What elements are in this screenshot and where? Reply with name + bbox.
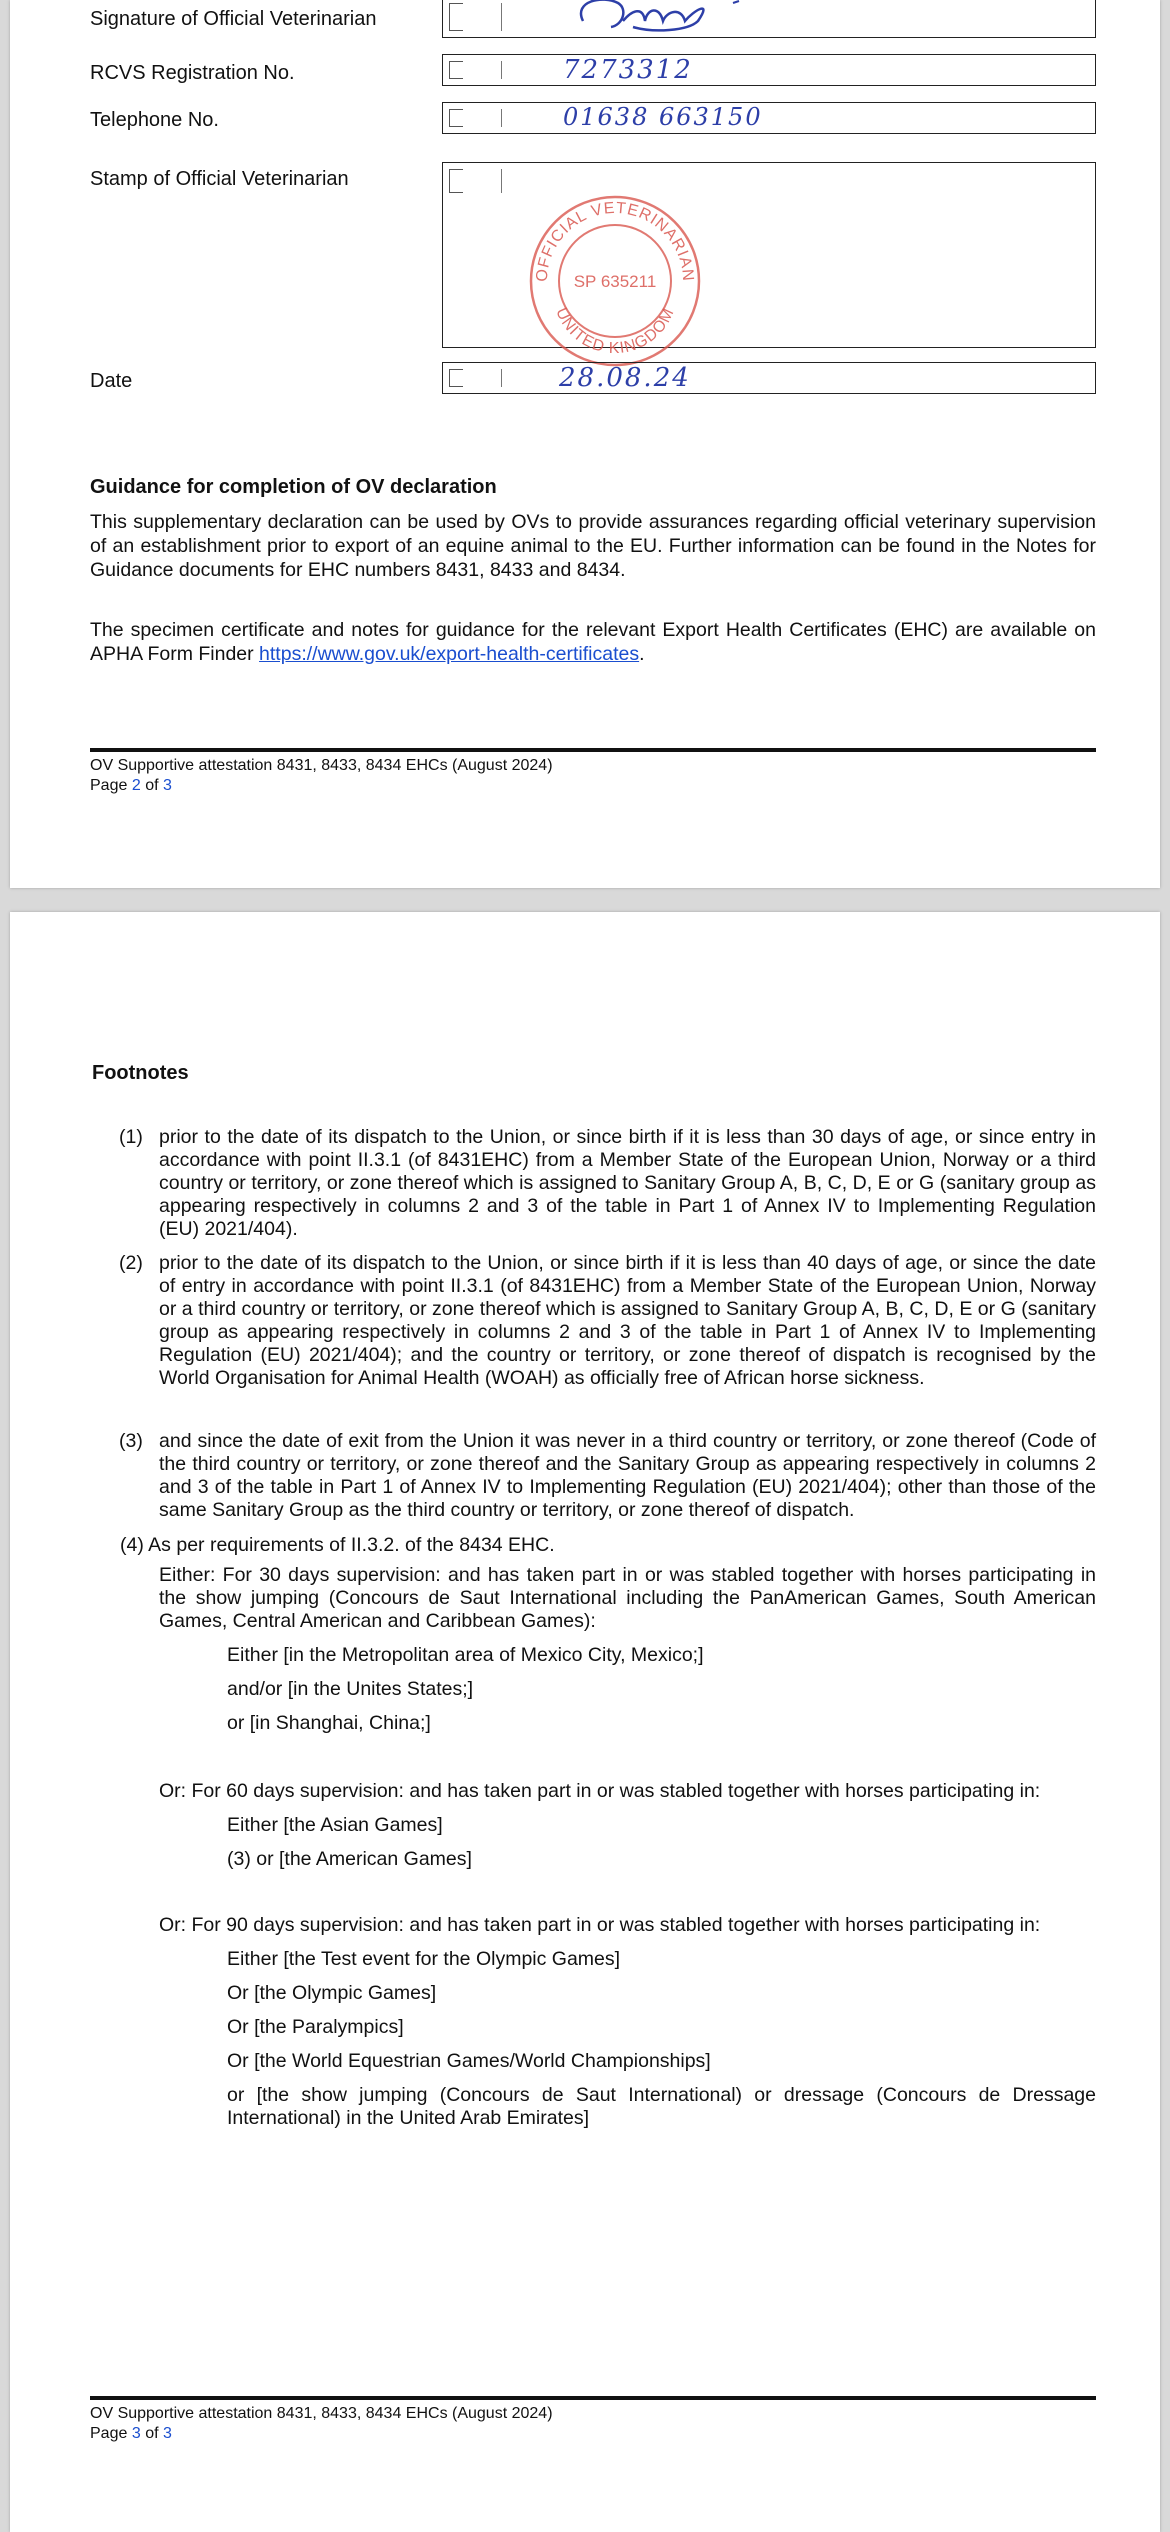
page-footer xyxy=(90,756,553,796)
guidance-paragraph-1: This supplementary declaration can be used by OVs to provide assurances regarding official veterinary supervision of an establishment prior to export of an equine animal to the EU. Further information can be found in the Notes for Guidance documents for EHC numbers 8431, 8433 and 8434. xyxy=(90,511,1096,581)
official-stamp xyxy=(525,191,705,371)
signature-field xyxy=(442,0,1096,38)
footnote-2 xyxy=(119,1252,1096,1390)
document-page-2 xyxy=(10,0,1160,888)
page-number: Page 3 of 3 xyxy=(90,2425,172,2442)
svg-text:OFFICIAL VETERINARIAN: OFFICIAL VETERINARIAN xyxy=(533,199,697,283)
or-60-days: Or: For 60 days supervision: and has taken part in or was stabled together with horses participating in: xyxy=(159,1780,1041,1802)
option-olympic-games: Or [the Olympic Games] xyxy=(227,1982,437,2004)
footer-rule xyxy=(90,748,1096,752)
footer-title: OV Supportive attestation 8431, 8433, 8434 EHCs (August 2024) xyxy=(90,757,553,774)
either-30-days: Either: For 30 days supervision: and has taken part in or was stabled together with horses participating in the show jumping (Concours de Saut International including the PanAmerican Games, South American Games, Central American and Caribbean Games): xyxy=(159,1564,1096,1632)
stamp-field xyxy=(442,162,1096,358)
signature-image xyxy=(563,0,763,41)
footnote-4: (4) As per requirements of II.3.2. of the 8434 EHC. xyxy=(120,1534,555,1556)
signature-label: Signature of Official Veterinarian xyxy=(90,8,377,30)
footnotes-heading: Footnotes xyxy=(92,1062,189,1084)
page-number: Page 2 of 3 xyxy=(90,777,172,794)
date-field xyxy=(442,362,1096,394)
date-label: Date xyxy=(90,370,133,392)
rcvs-value: 7273312 xyxy=(563,55,693,85)
footnote-2-text: prior to the date of its dispatch to the Union, or since birth if it is less than 40 days of age, or since the date of entry in accordance with point II.3.1 (of 8431EHC) from a Member State of the European Union, Norway or a third country or territory, or zone thereof which is assigned to Sanitary Group A, B, C, D, E or G (sanitary group as appearing respectively in columns 2 and 3 of the table in Part 1 of Annex IV to Implementing Regulation (EU) 2021/404); and the country or territory, or zone thereof of dispatch is recognised by the World Organisation for Animal Health (WOAH) as officially free of African horse sickness. xyxy=(159,1252,1096,1389)
option-mexico: Either [in the Metropolitan area of Mexico City, Mexico;] xyxy=(227,1644,704,1666)
telephone-field xyxy=(442,102,1096,134)
document-page-3 xyxy=(10,912,1160,2532)
rcvs-field xyxy=(442,54,1096,86)
guidance-paragraph-2 xyxy=(90,618,1096,666)
option-united-states: and/or [in the Unites States;] xyxy=(227,1678,474,1700)
guidance-text: The specimen certificate and notes for guidance for the relevant Export Health Certificates (EHC) are available on APHA Form Finder xyxy=(90,619,1096,665)
export-health-certificates-link[interactable]: https://www.gov.uk/export-health-certificates xyxy=(259,643,640,665)
footer-rule xyxy=(90,2396,1096,2400)
option-american-games: (3) or [the American Games] xyxy=(227,1848,472,1870)
svg-text:SP 635211: SP 635211 xyxy=(573,272,657,291)
option-paralympics: Or [the Paralympics] xyxy=(227,2016,404,2038)
option-shanghai: or [in Shanghai, China;] xyxy=(227,1712,431,1734)
page-footer xyxy=(90,2404,553,2444)
footnote-3-number: (3) xyxy=(119,1430,143,1452)
date-value: 28.08.24 xyxy=(559,363,691,393)
telephone-label: Telephone No. xyxy=(90,109,219,131)
svg-text:UNITED KINGDOM: UNITED KINGDOM xyxy=(552,305,678,358)
telephone-value: 01638 663150 xyxy=(563,103,763,131)
footnote-1-text: prior to the date of its dispatch to the Union, or since birth if it is less than 30 days of age, or since entry in accordance with point II.3.1 (of 8431EHC) from a Member State of the European Union, Norway or a third country or territory, or zone thereof which is assigned to Sanitary Group A, B, C, D, E or G (sanitary group as appearing respectively in columns 2 and 3 of the table in Part 1 of Annex IV to Implementing Regulation (EU) 2021/404). xyxy=(159,1126,1096,1240)
stamp-label: Stamp of Official Veterinarian xyxy=(90,168,349,190)
guidance-period: . xyxy=(639,643,645,665)
footnote-1-number: (1) xyxy=(119,1126,143,1148)
or-90-days: Or: For 90 days supervision: and has taken part in or was stabled together with horses participating in: xyxy=(159,1914,1041,1936)
option-world-equestrian: Or [the World Equestrian Games/World Championships] xyxy=(227,2050,711,2072)
option-test-event: Either [the Test event for the Olympic Games] xyxy=(227,1948,621,1970)
footnote-2-number: (2) xyxy=(119,1252,143,1274)
footnote-1 xyxy=(119,1126,1096,1241)
option-uae: or [the show jumping (Concours de Saut International) or dressage (Concours de Dressage International) in the United Arab Emirates] xyxy=(227,2084,1096,2129)
rcvs-label: RCVS Registration No. xyxy=(90,62,295,84)
footnote-3-text: and since the date of exit from the Union it was never in a third country or territory, or zone thereof (Code of the third country or territory, or zone thereof and the Sanitary Group as appearing respectively in columns 2 and 3 of the table in Part 1 of Annex IV to Implementing Regulation (EU) 2021/404); other than those of the same Sanitary Group as the third country or territory, or zone thereof of dispatch. xyxy=(159,1430,1096,1521)
guidance-heading: Guidance for completion of OV declaration xyxy=(90,476,497,498)
option-asian-games: Either [the Asian Games] xyxy=(227,1814,443,1836)
footer-title: OV Supportive attestation 8431, 8433, 8434 EHCs (August 2024) xyxy=(90,2405,553,2422)
footnote-3 xyxy=(119,1430,1096,1522)
